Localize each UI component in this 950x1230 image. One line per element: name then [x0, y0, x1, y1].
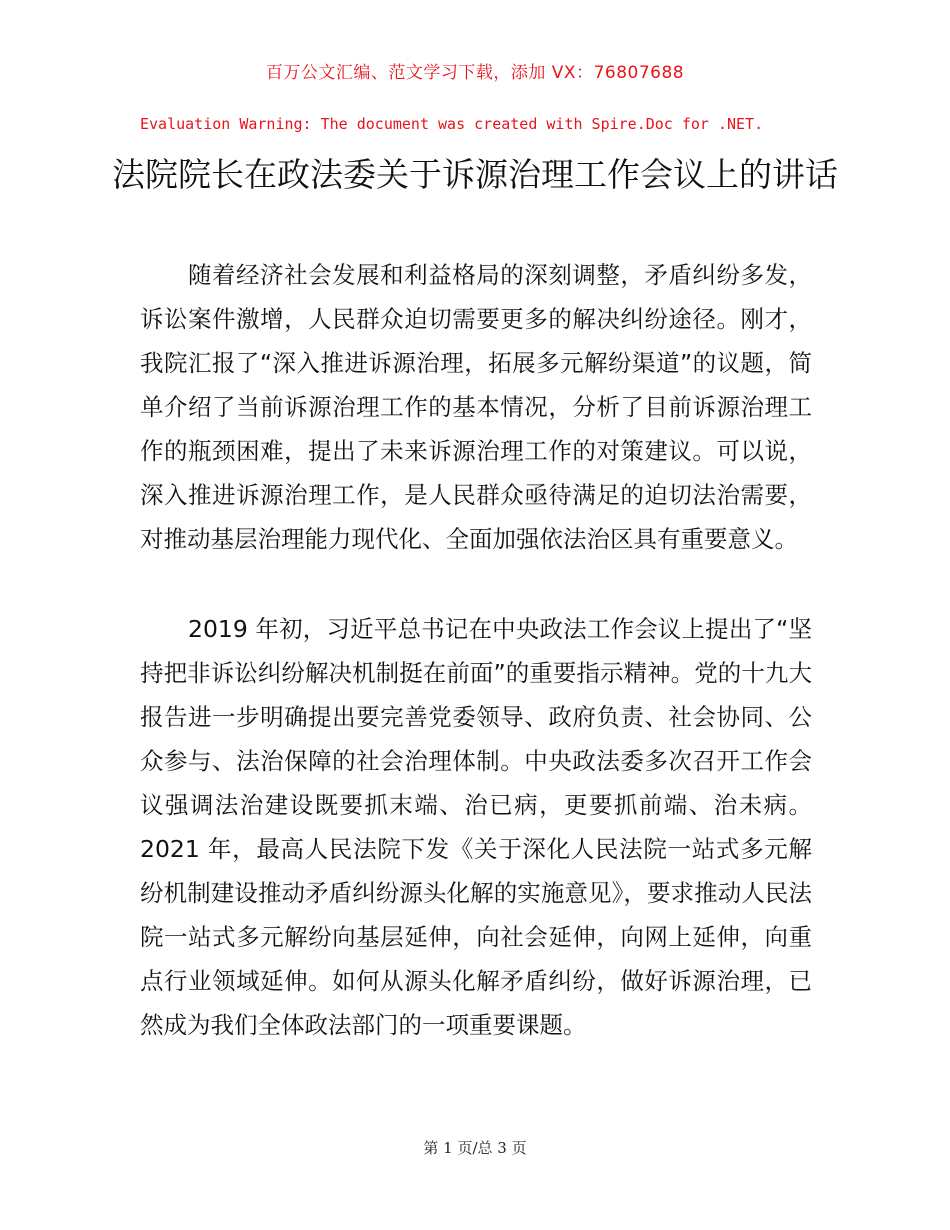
- promo-banner: 百万公文汇编、范文学习下载，添加 VX：76807688: [265, 63, 685, 83]
- body-paragraph: 随着经济社会发展和利益格局的深刻调整，矛盾纠纷多发，诉讼案件激增，人民群众迫切需要更多的解决纠纷途径。刚才，我院汇报了“深入推进诉源治理，拓展多元解纷渠道”的议题，简单介绍了当前诉源治理工作的基本情况，分析了目前诉源治理工作的瓶颈困难，提出了未来诉源治理工作的对策建议。可以说，深入推进诉源治理工作，是人民群众亟待满足的迫切法治需要，对推动基层治理能力现代化、全面加强依法治区具有重要意义。: [140, 261, 812, 553]
- body-paragraph: 2019 年初，习近平总书记在中央政法工作会议上提出了“坚持把非诉讼纠纷解决机制挺在前面”的重要指示精神。党的十九大报告进一步明确提出要完善党委领导、政府负责、社会协同、公众参与、法治保障的社会治理体制。中央政法委多次召开工作会议强调法治建设既要抓末端、治已病，更要抓前端、治未病。2021 年，最高人民法院下发《关于深化人民法院一站式多元解纷机制建设推动矛盾纠纷源头化解的实施意见》，要求推动人民法院一站式多元解纷向基层延伸，向社会延伸，向网上延伸，向重点行业领域延伸。如何从源头化解矛盾纠纷，做好诉源治理，已然成为我们全体政法部门的一项重要课题。: [140, 615, 812, 1039]
- evaluation-warning: Evaluation Warning: The document was created with Spire.Doc for .NET.: [140, 115, 764, 133]
- page-number-footer: 第 1 页/总 3 页: [423, 1139, 527, 1157]
- document-title: 法院院长在政法委关于诉源治理工作会议上的讲话: [112, 155, 838, 194]
